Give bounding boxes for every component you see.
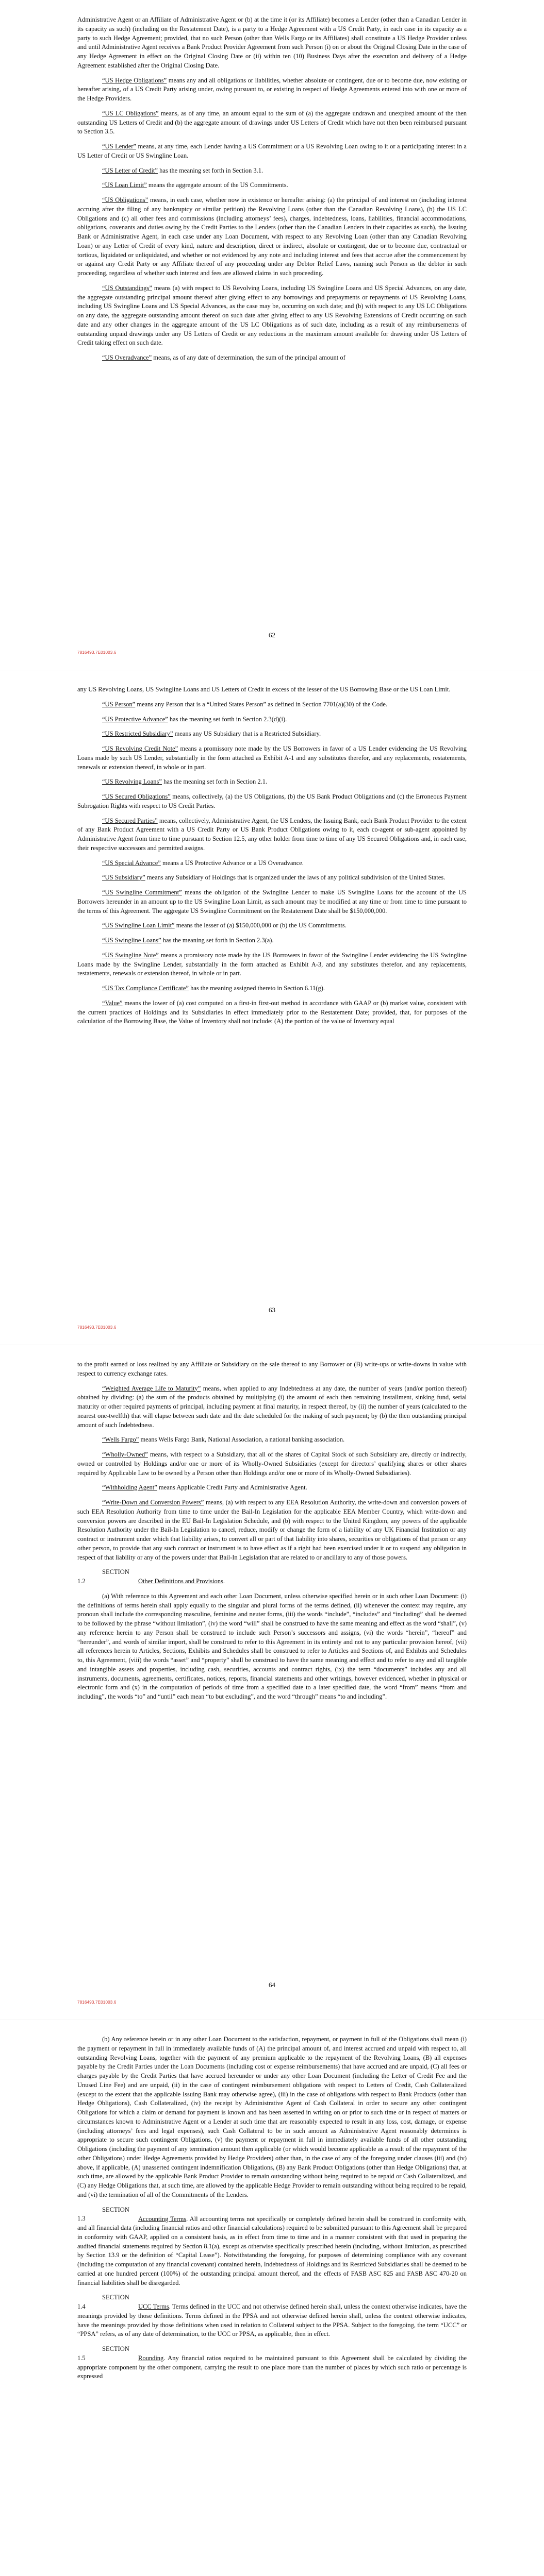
defined-term: “Wells Fargo”	[102, 1436, 139, 1444]
definition-us-swingline-loan-limit	[77, 921, 467, 930]
definition-text: means a promissory note made by the US Borrowers in favor of the Swingline Lender evidencing the US Swingline Loans made by the Swingline Lender, substantially in the form attached as Exhibit A-3, and any substitutes therefor, and any replacements, restatements, renewals or extension thereof, in whole or in part.	[77, 951, 467, 977]
defined-term: “US Secured Obligations”	[102, 793, 171, 800]
section-1-4	[77, 2293, 467, 2339]
page-65	[0, 2035, 544, 2387]
definition-us-swingline-note	[77, 951, 467, 978]
defined-term: “US Secured Parties”	[102, 817, 158, 824]
defined-term: “US Obligations”	[102, 196, 149, 204]
definition-text: means, when applied to any Indebtedness at any date, the number of years (and/or portion thereof) obtained by dividing: (a) the sum of the products obtained by multiplying (i) the amount of each then remaining installment, sinking fund, serial maturity or other required payments of principal, including payment at final maturity, in respect thereof, by (ii) the number of years (calculated to the nearest one-twelfth) that will elapse between such date and the date scheduled for the making of such payment; by (b) the then outstanding principal amount of such Indebtedness.	[77, 1384, 467, 1429]
definition-us-protective-advance	[77, 715, 467, 724]
paragraph: any US Revolving Loans, US Swingline Loans and US Letters of Credit in excess of the lesser of the US Borrowing Base or the US Loan Limit.	[77, 686, 451, 693]
page-63	[0, 685, 544, 1032]
definition-us-lender	[77, 142, 467, 161]
definition-text: means the obligation of the Swingline Lender to make US Swingline Loans for the account of the US Borrowers hereunder in an amount up to the US Swingline Loan Limit, as such amount may be modified at any time or from time to time pursuant to the terms of this Agreement. The aggregate US Swingline Commitment on the Restatement Date shall be $150,000,000.	[77, 889, 467, 914]
definition-us-outstandings	[77, 284, 467, 348]
definition-us-obligations	[77, 196, 467, 278]
defined-term: “US Swingline Loan Limit”	[102, 922, 175, 929]
defined-term: “US Special Advance”	[102, 859, 161, 867]
section-number: SECTION 1.5	[77, 2345, 129, 2362]
section-number: SECTION 1.4	[77, 2294, 129, 2310]
definition-us-lc-obligations	[77, 109, 467, 137]
definition-text: means, (a) with respect to any EEA Resolution Authority, the write-down and conversion powers of such EEA Resolution Authority from time to time under the Bail-In Legislation for the applicable EEA Member Country, which write-down and conversion powers are described in the EU Bail-In Legislation Schedule, and (b) with respect to the United Kingdom, any powers of the applicable Resolution Authority under the Bail-In Legislation to cancel, reduce, modify or change the form of a liability of any UK Financial Institution or any contract or instrument under which that liability arises, to convert all or part of that liability into shares, securities or obligations of that person or any other person, to provide that any such contract or instrument is to have effect as if a right had been exercised under it or to suspend any obligation in respect of that liability or any of the powers under that Bail-In Legislation that are related to or ancillary to any of those powers.	[77, 1499, 467, 1561]
section-1-3	[77, 2206, 467, 2288]
defined-term: “US Person”	[102, 700, 136, 708]
doc-id-stamp: 7816493.7E01003.6	[77, 1325, 117, 1330]
section-text: . Any financial ratios required to be maintained pursuant to this Agreement shall be calculated by dividing the appropriate component by the other component, carrying the result to one place more than the number of places by which such ratio or percentage is expressed	[77, 2354, 467, 2380]
defined-term: “Withholding Agent”	[102, 1484, 157, 1492]
definition-text: means any US Subsidiary that is a Restricted Subsidiary.	[173, 730, 321, 738]
definition-text: means, in each case, whether now in existence or hereafter arising: (a) the principal of and interest on (including interest accruing after the filing of any bankruptcy or similar petition) the Revolving Loans (other than the Canadian Revolving Loans), (b) the US LC Obligations and (c) all other fees and commissions (including attorneys’ fees), charges, indebtedness, loans, liabilities, financial accommodations, obligations, covenants and duties owing by the Credit Parties to the Lenders (other than the Canadian Lenders in their capacities as such), the Issuing Bank or Administrative Agent, in each case under any Loan Document, with respect to any Revolving Loan (other than any Canadian Revolving Loan) or any Letter of Credit of every kind, nature and description, direct or indirect, absolute or contingent, due or to become due, contractual or tortious, liquidated or unliquidated, and whether or not evidenced by any note and including interest and fees that accrue after the commencement by or against any Credit Party or any Affiliate thereof of any proceeding under any Debtor Relief Laws, naming such Person as the debtor in such proceeding, regardless of whether such interest and fees are allowed claims in such proceeding.	[77, 196, 467, 277]
definition-us-swingline-commitment	[77, 888, 467, 916]
definition-text: means, with respect to a Subsidiary, that all of the shares of Capital Stock of such Subsidiary are, directly or indirectly, owned or controlled by Holdings and/or one or more of its Wholly-Owned Subsidiaries (except for directors’ qualifying shares or other shares required by Applicable Law to be owned by a Person other than Holdings and/or one or more of its Wholly-Owned Subsidiaries).	[77, 1451, 467, 1477]
definition-weighted-average-life	[77, 1384, 467, 1430]
definition-us-overadvance	[77, 353, 467, 363]
definition-us-secured-parties	[77, 817, 467, 853]
definition-us-tax-compliance-certificate	[77, 984, 467, 993]
section-title: Accounting Terms	[138, 2215, 187, 2223]
definition-text: means, collectively, (a) the US Obligations, (b) the US Bank Product Obligations and (c) the Erroneous Payment Subrogation Rights with respect to US Credit Parties.	[77, 793, 467, 809]
definition-text: has the meaning assigned thereto in Section 6.11(g).	[188, 985, 325, 992]
defined-term: “Wholly-Owned”	[102, 1451, 148, 1458]
definition-text: means the aggregate amount of the US Commitments.	[146, 181, 288, 189]
defined-term: “US Protective Advance”	[102, 715, 168, 723]
defined-term: “US Overadvance”	[102, 354, 152, 361]
defined-term: “US Tax Compliance Certificate”	[102, 985, 189, 992]
section-text: . All accounting terms not specifically or completely defined herein shall be construed in conformity with, and all financial data (including financial ratios and other financial calculations) required to be submitted pursuant to this Agreement shall be prepared in conformity with GAAP, applied on a consistent basis, as in effect from time to time and in a manner consistent with that used in preparing the audited financial statements required by Section 8.1(a), except as otherwise specifically prescribed herein (including, without limitation, as prescribed by Section 13.9 or the definition of “Capital Lease”). Notwithstanding the foregoing, for purposes of determining compliance with any covenant (including the computation of any financial covenant) contained herein, Indebtedness of Holdings and its Restricted Subsidiaries shall be deemed to be carried at one hundred percent (100%) of the outstanding principal amount thereof, and the effects of FASB ASC 825 and FASB ASC 470-20 on financial liabilities shall be disregarded.	[77, 2215, 467, 2286]
definition-withholding-agent	[77, 1483, 467, 1493]
definition-text: means a US Protective Advance or a US Overadvance.	[160, 859, 304, 867]
section-1-2-a: (a) With reference to this Agreement and each other Loan Document, unless otherwise specified herein or in such other Loan Document: (i) the definitions of terms herein shall apply equally to the singular and plural forms of the terms defined, (ii) whenever the context may require, any pronoun shall include the corresponding masculine, feminine and neuter forms, (iii) the words “include”, “includes” and “including” shall be deemed to be followed by the phrase “without limitation”, (iv) the word “will” shall be construed to have the same meaning and effect as the word “shall”, (v) any reference herein to any Person shall be construed to include such Person’s successors and assigns, (vi) the words “herein”, “hereof” and “hereunder”, and words of similar import, shall be construed to refer to this Agreement in its entirety and not to any particular provision hereof, (vii) all references herein to Articles, Sections, Exhibits and Schedules shall be construed to refer to Articles and Sections of, and Exhibits and Schedules to, this Agreement, (viii) the words “asset” and “property” shall be construed to have the same meaning and effect and to refer to any and all tangible and intangible assets and properties, including cash, securities, accounts and contract rights, (ix) the term “documents” includes any and all instruments, documents, agreements, certificates, notices, reports, financial statements and other writings, however evidenced, whether in physical or electronic form and (x) in the computation of periods of time from a specified date to a later specified date, the word “from” means “from and including”, the words “to” and “until” each mean “to but excluding”, and the word “through” means “to and including”.	[77, 1592, 467, 1700]
section-number: SECTION 1.2	[77, 1568, 129, 1585]
defined-term: “US Revolving Loans”	[102, 778, 162, 786]
defined-term: “US Outstandings”	[102, 284, 152, 292]
section-1-2-b: (b) Any reference herein or in any other Loan Document to the satisfaction, repayment, or payment in full of the Obligations shall mean (i) the payment or repayment in full in immediately available funds of (A) the principal amount of, and interest accrued and unpaid with respect to, all outstanding Revolving Loans, together with the payment of any premium applicable to the repayment of the Revolving Loans, (B) all expenses payable by the Credit Parties under the Loan Documents (including cost or expense reimbursements) that have accrued and are unpaid, (C) all fees or charges payable by the Credit Parties that have accrued hereunder or under any other Loan Document (including the Letter of Credit Fee and the Unused Line Fee) and are unpaid, (ii) in the case of contingent reimbursement obligations with respect to Letters of Credit, Cash Collateralized (except to the extent that the applicable Issuing Bank may otherwise agree), (iii) in the case of obligations with respect to Bank Products (other than Hedge Obligations), Cash Collateralized, (iv) the receipt by Administrative Agent of Cash Collateral in order to secure any other contingent Obligations for which a claim or demand for payment is known and has been asserted in writing on or prior to such time or in respect of matters or circumstances known to Administrative Agent or a Lender at such time that are reasonably expected to result in any loss, cost, damage, or expense (including attorneys’ fees and legal expenses), such Cash Collateral to be in such amount as Administrative Agent reasonably determines is appropriate to secure such contingent Obligations, (v) the payment or repayment in full in immediately available funds of all other outstanding Obligations (including the payment of any termination amount then applicable (or which would become applicable as a result of the repayment of the other Obligations) under Hedge Agreements provided by Hedge Providers) other than, in the case of any of the foregoing under clauses (iii) and (iv) above, if applicable, (A) unasserted contingent indemnification Obligations, (B) any Bank Product Obligations (other than Hedge Obligations) that, at such time, are allowed by the applicable Bank Product Provider to remain outstanding without being required to be repaid or Cash Collateralized, and (C) any Hedge Obligations that, at such time, are allowed by the applicable Hedge Provider to remain outstanding without being required to be repaid, and (vi) the termination of all of the Commitments of the Lenders.	[77, 2036, 467, 2198]
page-64	[0, 1360, 544, 1707]
definition-text: means (a) with respect to US Revolving Loans, including US Swingline Loans and US Special Advances, on any date, the aggregate outstanding principal amount thereof after giving effect to any borrowings and prepayments or repayments of US Revolving Loans, including US Swingline Loans and US Special Advances, as the case may be, occurring on such date; and (b) with respect to any US LC Obligations on any date, the aggregate outstanding amount thereof on such date after giving effect to any US Revolving Extensions of Credit occurring on such date and any other changes in the aggregate amount of the US LC Obligations as of such date, including as a result of any reimbursements of outstanding unpaid drawings under any US Letters of Credit or any reductions in the maximum amount available for drawing under US Letters of Credit taking effect on such date.	[77, 284, 467, 347]
definition-us-subsidiary	[77, 873, 467, 883]
section-title: UCC Terms	[138, 2303, 169, 2310]
defined-term: “US Hedge Obligations”	[102, 76, 167, 84]
definition-text: means Applicable Credit Party and Administrative Agent.	[157, 1484, 307, 1492]
definition-us-revolving-loans	[77, 777, 467, 787]
definition-write-down-conversion-powers	[77, 1498, 467, 1562]
definition-us-letter-of-credit	[77, 166, 467, 176]
definition-us-restricted-subsidiary	[77, 730, 467, 739]
defined-term: “US Loan Limit”	[102, 181, 147, 189]
defined-term: “US Swingline Loans”	[102, 937, 161, 944]
defined-term: “US Subsidiary”	[102, 874, 145, 882]
definition-us-secured-obligations	[77, 792, 467, 811]
definition-wells-fargo	[77, 1435, 467, 1445]
definition-text: means Wells Fargo Bank, National Association, a national banking association.	[139, 1436, 345, 1444]
defined-term: “US Swingline Commitment”	[102, 889, 182, 896]
defined-term: “US Revolving Credit Note”	[102, 745, 178, 752]
definition-text: means a promissory note made by the US Borrowers in favor of a US Lender evidencing the US Revolving Loans made by such US Lender, substantially in the form attached as Exhibit A-1 and any substitutes therefor, and any replacements, restatements, renewals or extension thereof, in whole or in part.	[77, 745, 467, 771]
page-62	[0, 15, 544, 368]
definition-text: means the lower of (a) cost computed on a first-in first-out method in accordance with GAAP or (b) market value, consistent with the current practices of Holdings and its Subsidiaries in effect immediately prior to the Restatement Date; provided, that, for purposes of the calculation of the Borrowing Base, the Value of Inventory shall not include: (A) the portion of the value of Inventory equal	[77, 999, 467, 1025]
definition-us-swingline-loans	[77, 936, 467, 945]
definition-text: has the meaning set forth in Section 3.1.	[157, 166, 263, 174]
definition-text: means the lesser of (a) $150,000,000 or (b) the US Commitments.	[174, 922, 347, 929]
defined-term: “Value”	[102, 999, 123, 1007]
section-text: . Terms defined in the UCC and not otherwise defined herein shall, unless the context otherwise indicates, have the meanings provided by those definitions. Terms defined in the PPSA and not otherwise defined herein shall, unless the context otherwise indicates, have the meanings provided by those definitions when used in relation to Collateral subject to the PPSA. Subject to the foregoing, the term “UCC” or “PPSA” refers, as of any date of determination, to the UCC or PPSA, as applicable, then in effect.	[77, 2303, 467, 2338]
definition-us-person	[77, 700, 467, 709]
defined-term: “US Letter of Credit”	[102, 166, 158, 174]
defined-term: “US Swingline Note”	[102, 951, 159, 959]
definition-text: means, collectively, Administrative Agent, the US Lenders, the Issuing Bank, each Bank Product Provider to the extent of any Bank Product Agreement with a US Credit Party or US Bank Product Obligations owing to it, each co-agent or sub-agent appointed by Administrative Agent from time to time pursuant to Section 12.5, any other holder from time to time of any US Secured Obligations and, in each case, their respective successors and permitted assigns.	[77, 817, 467, 852]
defined-term: “Write-Down and Conversion Powers”	[102, 1499, 204, 1506]
doc-id-stamp: 7816493.7E01003.6	[77, 2000, 117, 2005]
section-number: SECTION 1.3	[77, 2206, 129, 2223]
definition-wholly-owned	[77, 1450, 467, 1478]
definition-text: has the meaning set forth in Section 2.3(a).	[161, 937, 274, 944]
definition-us-revolving-credit-note	[77, 744, 467, 772]
paragraph: Administrative Agent or an Affiliate of Administrative Agent or (b) at the time it (or its Affiliate) becomes a Lender (other than a Canadian Lender in its capacity as such) (including on the Restatement Date), is a party to a Hedge Agreement with a US Credit Party, in each case in its capacity as a party to such Hedge Agreement; provided, that no such Person (other than Wells Fargo or its Affiliates) shall constitute a US Hedge Provider unless and until Administrative Agent receives a Bank Product Provider Agreement from such Person (i) on or about the Original Closing Date in the case of any Hedge Agreement in effect on the Original Closing Date or (ii) within ten (10) Business Days after the execution and delivery of a Hedge Agreement established after the Original Closing Date.	[77, 16, 467, 69]
section-title: Rounding	[138, 2354, 164, 2362]
definition-text: means, as of any time, an amount equal to the sum of (a) the aggregate undrawn and unexpired amount of the then outstanding US Letters of Credit and (b) the aggregate amount of drawings under US Letters of Credit which have not then been reimbursed pursuant to Section 3.5.	[77, 109, 467, 135]
defined-term: “US Restricted Subsidiary”	[102, 730, 173, 738]
definition-value	[77, 999, 467, 1026]
definition-text: means any Person that is a “United States Person” as defined in Section 7701(a)(30) of the Code.	[135, 700, 388, 708]
definition-text: means any Subsidiary of Holdings that is organized under the laws of any political subdivision of the United States.	[145, 874, 446, 882]
doc-id-stamp: 7816493.7E01003.6	[77, 650, 117, 655]
definition-us-hedge-obligations	[77, 76, 467, 104]
paragraph: to the profit earned or loss realized by any Affiliate or Subsidiary on the sale thereof to any Borrower or (B) write-ups or write-downs in value with respect to currency exchange rates.	[77, 1361, 467, 1377]
definition-text: has the meaning set forth in Section 2.3(d)(i).	[168, 715, 287, 723]
defined-term: “US Lender”	[102, 143, 137, 150]
definition-text: means any and all obligations or liabilities, whether absolute or contingent, due or to become due, now existing or hereafter arising, of a US Credit Party arising under, owing pursuant to, or existing in respect of Hedge Agreements entered into with one or more of the Hedge Providers.	[77, 76, 467, 102]
definition-text: has the meaning set forth in Section 2.1.	[161, 778, 268, 786]
page-number: 62	[269, 631, 275, 639]
page-number: 64	[269, 1981, 275, 1989]
definition-text: means, as of any date of determination, the sum of the principal amount of	[152, 354, 345, 361]
definition-us-loan-limit	[77, 181, 467, 190]
defined-term: “US LC Obligations”	[102, 109, 159, 117]
page-number: 63	[269, 1306, 275, 1314]
definition-text: means, at any time, each Lender having a US Commitment or a US Revolving Loan owing to it or a participating interest in a US Letter of Credit or US Swingline Loan.	[77, 143, 467, 159]
section-1-5	[77, 2345, 467, 2381]
defined-term: “Weighted Average Life to Maturity”	[102, 1384, 201, 1392]
section-title: Other Definitions and Provisions	[138, 1578, 223, 1585]
definition-us-special-advance	[77, 859, 467, 868]
section-1-2-heading: SECTION 1.2 Other Definitions and Provisions.	[77, 1568, 467, 1586]
